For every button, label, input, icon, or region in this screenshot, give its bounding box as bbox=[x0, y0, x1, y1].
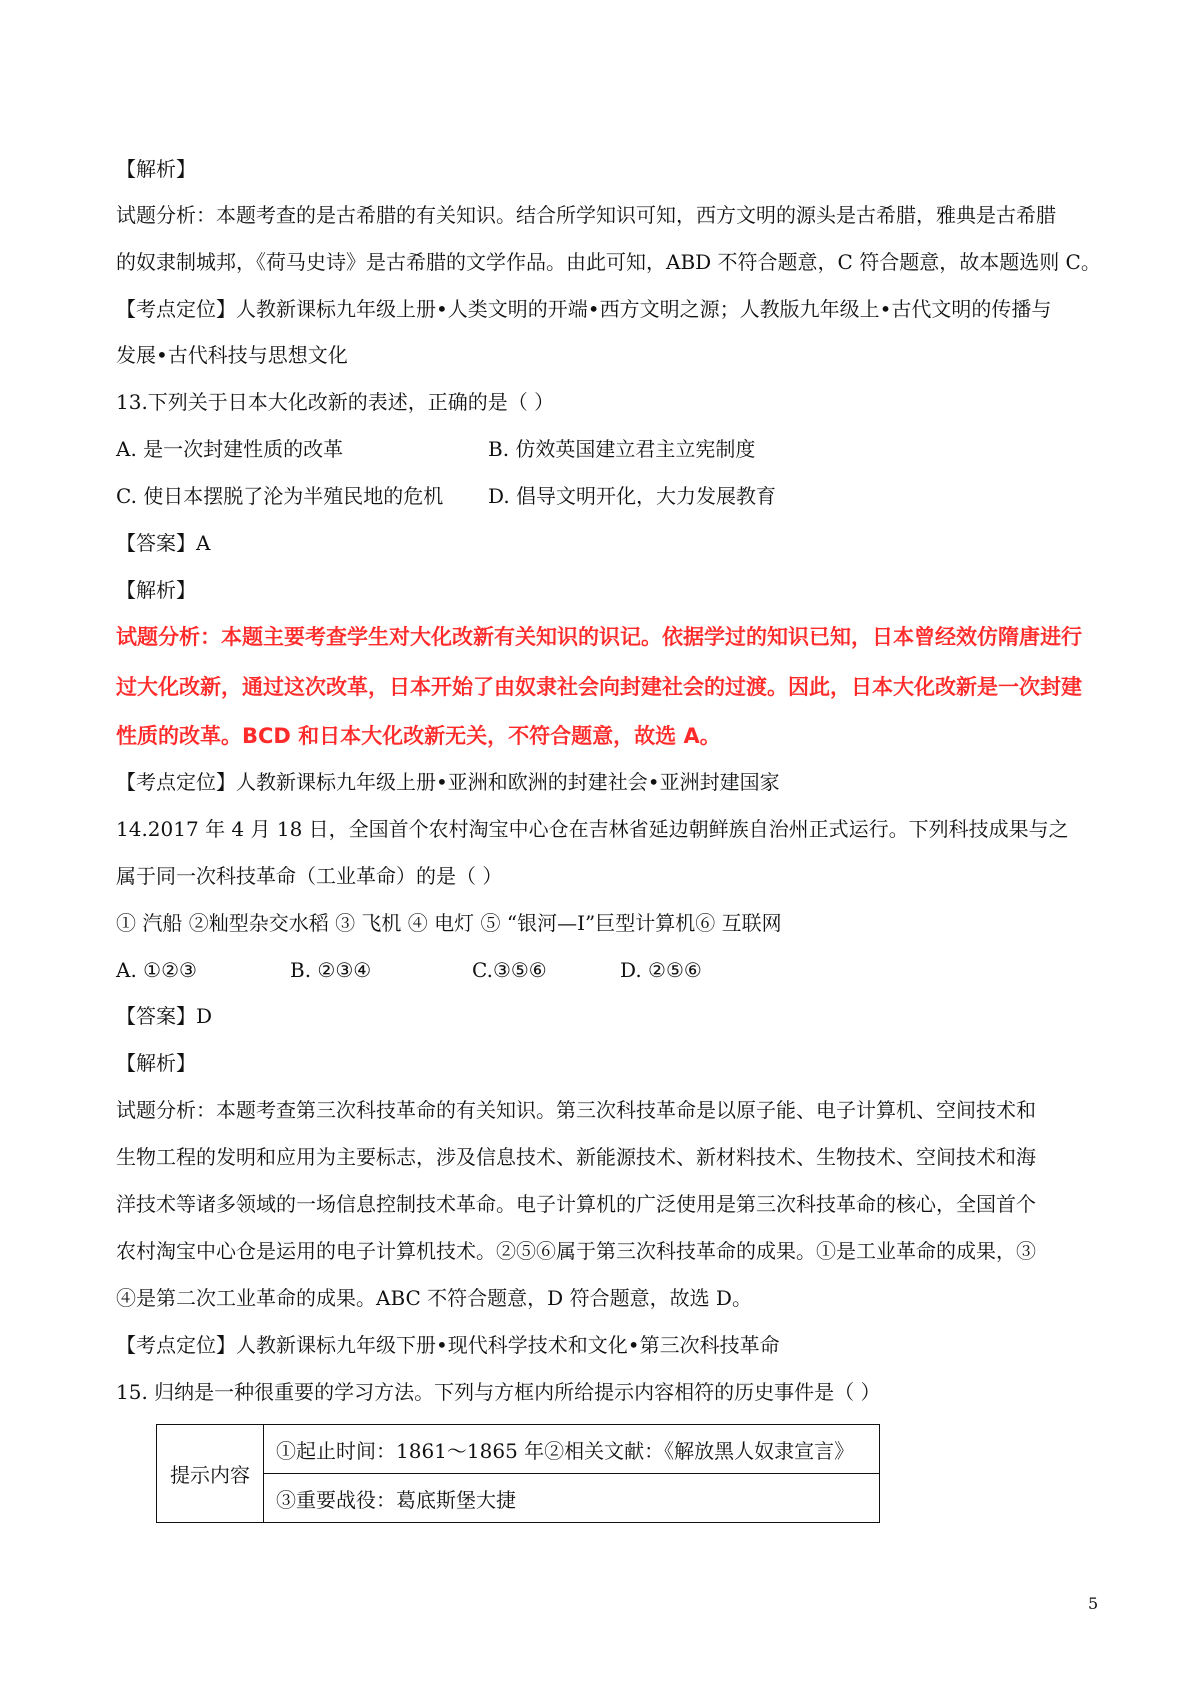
q14-analysis-header: 【解析】 bbox=[116, 1051, 196, 1075]
q14-option-d: D. ②⑤⑥ bbox=[620, 958, 702, 982]
q12-analysis-header: 【解析】 bbox=[116, 157, 196, 181]
q15-hint-table bbox=[156, 1424, 880, 1523]
q14-analysis-line-5: ④是第二次工业革命的成果。ABC 不符合题意，D 符合题意，故选 D。 bbox=[116, 1286, 752, 1310]
q14-question-line-2: 属于同一次科技革命（工业革命）的是（ ） bbox=[116, 864, 503, 888]
q13-point: 【考点定位】人教新课标九年级上册•亚洲和欧洲的封建社会•亚洲封建国家 bbox=[116, 770, 780, 794]
q14-analysis-line-4: 农村淘宝中心仓是运用的电子计算机技术。②⑤⑥属于第三次科技革命的成果。①是工业革命的成果，③ bbox=[116, 1239, 1036, 1263]
q14-analysis-line-3: 洋技术等诸多领域的一场信息控制技术革命。电子计算机的广泛使用是第三次科技革命的核心，全国首个 bbox=[116, 1192, 1036, 1216]
q13-answer: 【答案】A bbox=[116, 531, 211, 555]
q14-option-a: A. ①②③ bbox=[116, 958, 197, 982]
table-row bbox=[157, 1474, 880, 1523]
q14-analysis-line-1: 试题分析：本题考查第三次科技革命的有关知识。第三次科技革命是以原子能、电子计算机、空间技术和 bbox=[116, 1098, 1036, 1122]
q12-point-line-2: 发展•古代科技与思想文化 bbox=[116, 343, 348, 367]
q14-analysis-line-2: 生物工程的发明和应用为主要标志，涉及信息技术、新能源技术、新材料技术、生物技术、空间技术和海 bbox=[116, 1145, 1036, 1169]
q13-analysis-line-1: 试题分析：本题主要考查学生对大化改新有关知识的识记。依据学过的知识已知，日本曾经效仿隋唐进行 bbox=[116, 625, 1082, 649]
q12-analysis-line-1: 试题分析：本题考查的是古希腊的有关知识。结合所学知识可知，西方文明的源头是古希腊，雅典是古希腊 bbox=[116, 203, 1056, 227]
q13-analysis-line-2: 过大化改新，通过这次改革，日本开始了由奴隶社会向封建社会的过渡。因此，日本大化改新是一次封建 bbox=[116, 675, 1082, 699]
q15-table-row-2: ③重要战役：葛底斯堡大捷 bbox=[264, 1474, 880, 1523]
q14-option-b: B. ②③④ bbox=[290, 958, 372, 982]
table-row bbox=[157, 1425, 880, 1474]
q15-table-label: 提示内容 bbox=[157, 1425, 264, 1523]
q14-items: ① 汽船 ②籼型杂交水稻 ③ 飞机 ④ 电灯 ⑤ “银河—I”巨型计算机⑥ 互联网 bbox=[116, 911, 782, 935]
q13-option-a: A. 是一次封建性质的改革 bbox=[116, 437, 344, 461]
q14-question-line-1: 14.2017 年 4 月 18 日，全国首个农村淘宝中心仓在吉林省延边朝鲜族自治州正式运行。下列科技成果与之 bbox=[116, 817, 1069, 841]
q13-option-c: C. 使日本摆脱了沦为半殖民地的危机 bbox=[116, 484, 444, 508]
page-number: 5 bbox=[1088, 1594, 1099, 1613]
q13-analysis-line-3: 性质的改革。BCD 和日本大化改新无关，不符合题意，故选 A。 bbox=[116, 724, 721, 748]
q12-point-line-1: 【考点定位】人教新课标九年级上册•人类文明的开端•西方文明之源；人教版九年级上•古代文明的传播与 bbox=[116, 297, 1052, 321]
q14-point: 【考点定位】人教新课标九年级下册•现代科学技术和文化•第三次科技革命 bbox=[116, 1333, 780, 1357]
q13-option-b: B. 仿效英国建立君主立宪制度 bbox=[488, 437, 756, 461]
q14-option-c: C.③⑤⑥ bbox=[472, 958, 547, 982]
q13-analysis-header: 【解析】 bbox=[116, 578, 196, 602]
q12-analysis-line-2: 的奴隶制城邦，《荷马史诗》是古希腊的文学作品。由此可知，ABD 不符合题意，C 符合题意，故本题选则 C。 bbox=[116, 250, 1101, 274]
q13-question: 13.下列关于日本大化改新的表述，正确的是（ ） bbox=[116, 390, 555, 414]
q13-option-d: D. 倡导文明开化，大力发展教育 bbox=[488, 484, 777, 508]
q14-answer: 【答案】D bbox=[116, 1004, 213, 1028]
q15-question: 15. 归纳是一种很重要的学习方法。下列与方框内所给提示内容相符的历史事件是（ ） bbox=[116, 1380, 881, 1404]
q15-table-row-1: ①起止时间：1861～1865 年②相关文献：《解放黑人奴隶宣言》 bbox=[264, 1425, 880, 1474]
